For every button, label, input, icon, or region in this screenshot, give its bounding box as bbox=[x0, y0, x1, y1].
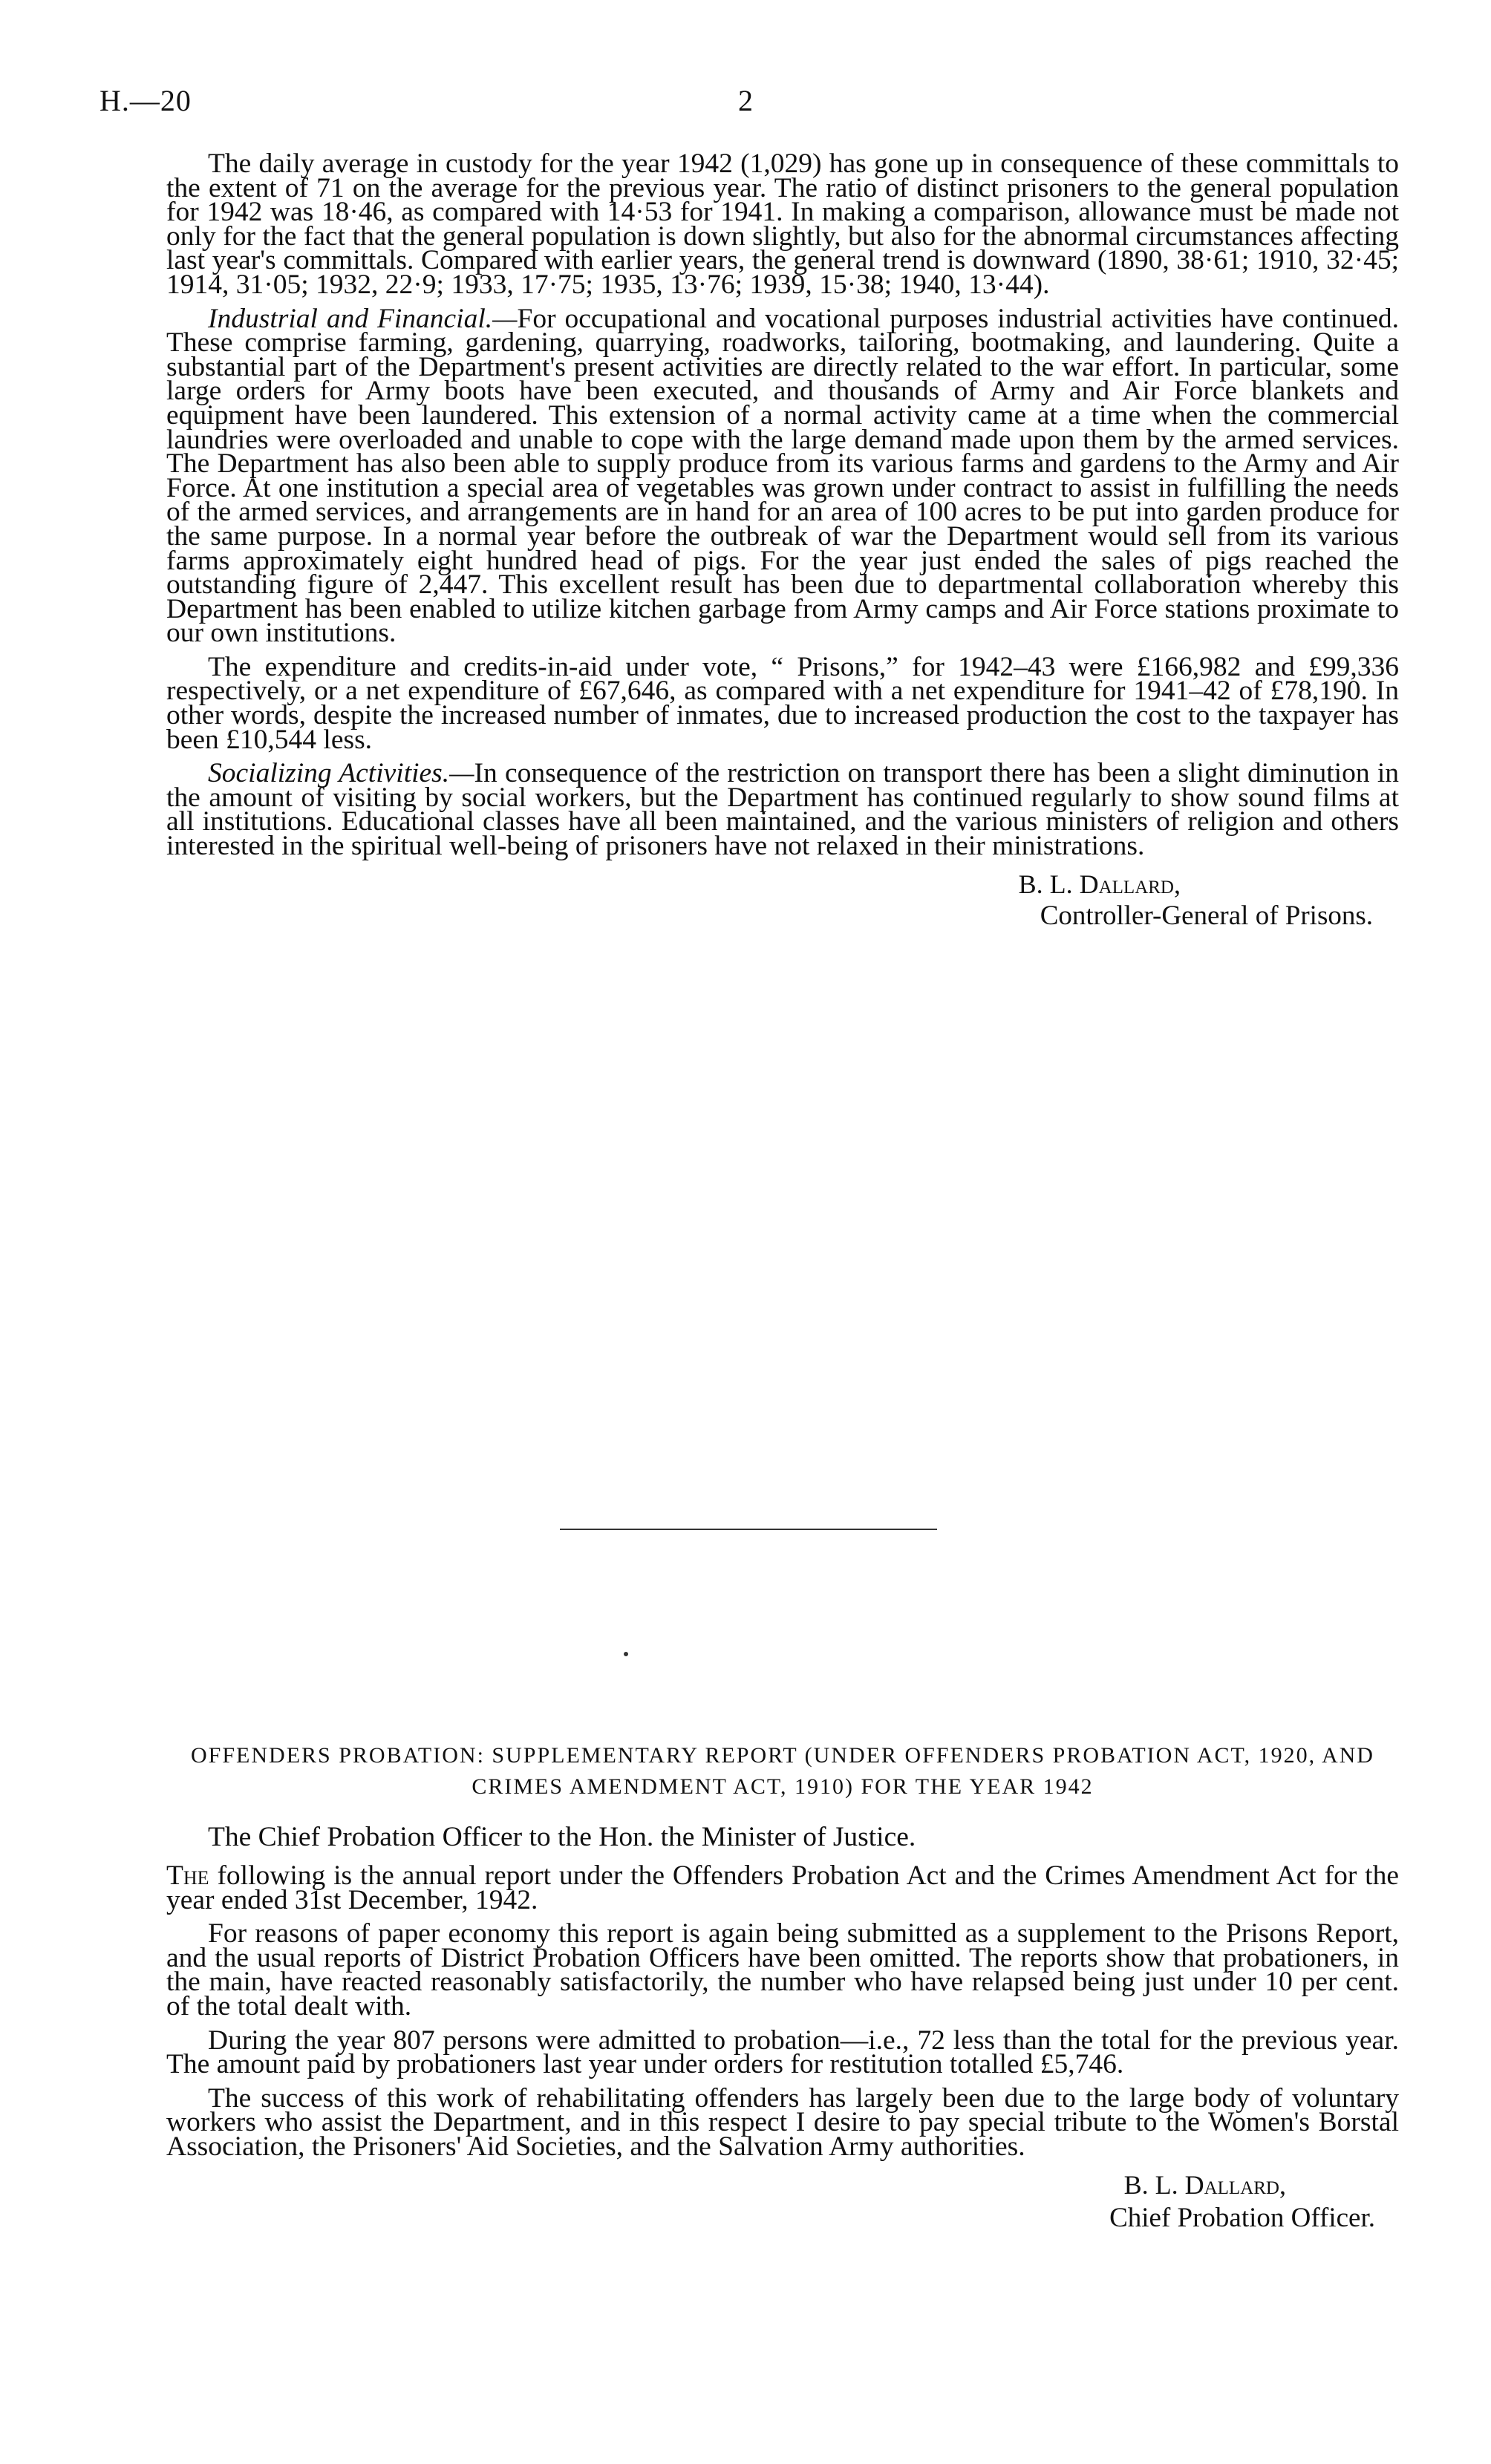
document-reference: H.—20 bbox=[99, 84, 192, 117]
page-number: 2 bbox=[738, 84, 753, 117]
signatory-name: B. L. Dallard, bbox=[1123, 2169, 1286, 2200]
probation-signature bbox=[166, 2169, 1399, 2236]
paragraph-socializing-activities bbox=[166, 758, 1400, 862]
probation-report-section bbox=[166, 1824, 1399, 2236]
paragraph-lead-heading: Industrial and Financial.— bbox=[208, 303, 518, 334]
paragraph-paper-economy bbox=[166, 1918, 1399, 2022]
paragraph-text: The daily average in custody for the year 1942 (1,029) has gone up in consequence of these committals to the extent of 71 on the average for the previous year. The ratio of distinct prisoners to the general population for 1942 was 18·46, as compared with 14·53 for 1941. In making a comparison, allowance must be made not only for the fact that the general population is down slightly, but also for the abnormal circumstances affecting last year's committals. Compared with earlier years, the general trend is downward (1890, 38·61; 1910, 32·45; 1914, 31·05; 1932, 22·9; 1933, 17·75; 1935, 13·76; 1939, 15·38; 1940, 13·44). bbox=[166, 148, 1399, 300]
paragraph-text: During the year 807 persons were admitted to probation—i.e., 72 less than the total for the previous year. The amount paid by probationers last year under orders for restitution totalled £5,746. bbox=[166, 2025, 1399, 2080]
prisons-report-section bbox=[166, 148, 1400, 931]
paragraph-expenditure bbox=[166, 651, 1399, 755]
print-speck bbox=[624, 1652, 628, 1656]
paragraph-text: For reasons of paper economy this report is again being submitted as a supplement to the Prisons Report, and the usual reports of District Probation Officers have been omitted. The reports show that probationers, in the main, have reacted reasonably satisfactorily, the number who have relapsed being just under 10 per cent. of the total dealt with. bbox=[166, 1918, 1399, 2022]
prisons-signature bbox=[166, 869, 1399, 931]
paragraph-text: The expenditure and credits-in-aid under vote, “ Prisons,” for 1942–43 were £166,982 and £99,336 respectively, or a net expenditure of £67,646, as compared with a net expenditure for 1941–42 of £78,190. In other words, despite the increased number of inmates, due to increased production the cost to the taxpayer has been £10,544 less. bbox=[166, 651, 1399, 755]
paragraph-opening bbox=[166, 1860, 1399, 1915]
paragraph-industrial-financial bbox=[166, 303, 1400, 649]
paragraph-admissions bbox=[166, 2025, 1399, 2080]
probation-report-heading: OFFENDERS PROBATION: SUPPLEMENTARY REPORT (UNDER OFFENDERS PROBATION ACT, 1920, AND CRIMES AMENDMENT ACT, 1910) FOR THE YEAR 1942 bbox=[191, 1743, 1374, 1799]
paragraph-text: In consequence of the restriction on transport there has been a slight diminution in the amount of visiting by social workers, but the Department has continued regularly to show sound films at all institutions. Educational classes have all been maintained, and the various ministers of religion and others interested in the spiritual well-being of prisoners have not relaxed in their ministrations. bbox=[166, 758, 1400, 862]
paragraph-daily-average bbox=[166, 148, 1399, 300]
paragraph-lead-heading: Socializing Activities.— bbox=[208, 758, 474, 789]
opening-word: The bbox=[166, 1860, 209, 1891]
signatory-name: B. L. Dallard, bbox=[1018, 869, 1181, 899]
signatory-title: Controller-General of Prisons. bbox=[1040, 900, 1373, 931]
paragraph-text: The success of this work of rehabilitating offenders has largely been due to the large body of voluntary workers who assist the Department, and in this respect I desire to pay special tribute to the Women's Borstal Association, the Prisoners' Aid Societies, and the Salvation Army authorities. bbox=[166, 2082, 1399, 2162]
section-divider bbox=[560, 1529, 937, 1530]
signatory-title: Chief Probation Officer. bbox=[1109, 2202, 1375, 2233]
paragraph-text: For occupational and vocational purposes industrial activities have continued. These comprise farming, gardening, quarrying, roadworks, tailoring, bootmaking, and laundering. Quite a substantial part of the Department's present activities are directly related to the war effort. In particular, some large orders for Army boots have been executed, and thousands of Army and Air Force blankets and equipment have been laundered. This extension of a normal activity came at a time when the commercial laundries were overloaded and unable to cope with the large demand made upon them by the armed services. The Department has also been able to supply produce from its various farms and gardens to the Army and Air Force. At one institution a special area of vegetables was grown under contract to assist in fulfilling the needs of the armed services, and arrangements are in hand for an area of 100 acres to be put into garden produce for the same purpose. In a normal year before the outbreak of war the Department would sell from its various farms approximately eight hundred head of pigs. For the year just ended the sales of pigs reached the outstanding figure of 2,447. This excellent result has been due to departmental collaboration whereby this Department has been enabled to utilize kitchen garbage from Army camps and Air Force stations proximate to our own institutions. bbox=[166, 303, 1400, 649]
paragraph-voluntary-workers bbox=[166, 2082, 1399, 2162]
report-address-line: The Chief Probation Officer to the Hon. the Minister of Justice. bbox=[208, 1822, 916, 1852]
paragraph-text: following is the annual report under the Offenders Probation Act and the Crimes Amendment Act for the year ended 31st December, 1942. bbox=[166, 1860, 1399, 1915]
page-header bbox=[99, 83, 1392, 128]
